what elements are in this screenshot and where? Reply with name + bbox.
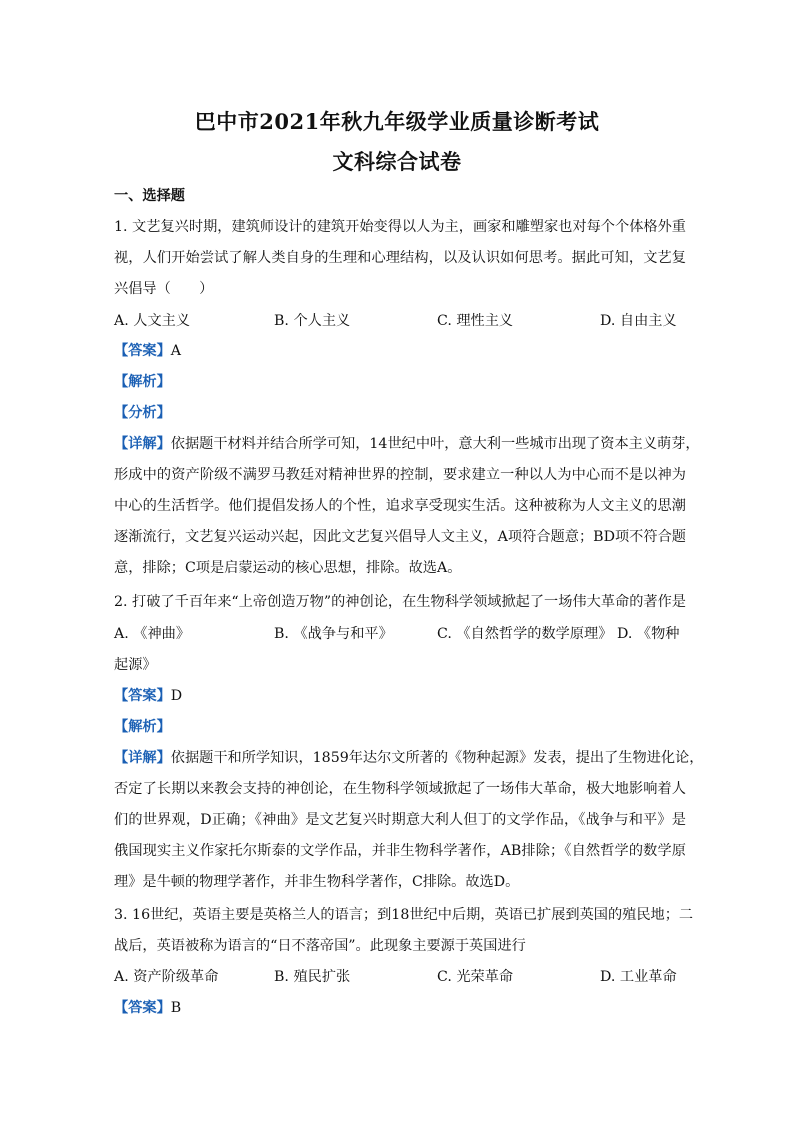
answer-value: A xyxy=(170,343,182,359)
q2-option-d: D. 《物种 xyxy=(617,626,680,642)
q1-detail-line: 中心的生活哲学。他们提倡发扬人的个性，追求享受现实生活。这种被称为人文主义的思潮 xyxy=(114,498,686,514)
q2-detail-line: 们的世界观，D正确；《神曲》是文艺复兴时期意大利人但丁的文学作品，《战争与和平》是 xyxy=(114,812,686,828)
q2-stem: 2. 打破了千百年来“上帝创造万物”的神创论，在生物科学领域掀起了一场伟大革命的著作是 xyxy=(114,594,686,610)
section-heading: 一、选择题 xyxy=(114,188,185,204)
q3-option-c: C. 光荣革命 xyxy=(437,969,514,985)
q1-answer xyxy=(114,341,686,361)
q3-option-a: A. 资产阶级革命 xyxy=(114,969,219,985)
q1-option-c: C. 理性主义 xyxy=(437,313,514,329)
q3-stem-line: 3. 16世纪，英语主要是英格兰人的语言；到18世纪中后期，英语已扩展到英国的殖民地；二 xyxy=(114,907,694,923)
q1-option-b: B. 个人主义 xyxy=(274,313,351,329)
q1-option-a: A. 人文主义 xyxy=(114,313,191,329)
answer-tag: 【答案】 xyxy=(114,1000,171,1016)
q2-answer xyxy=(114,686,686,706)
q2-option-c: C. 《自然哲学的数学原理》 xyxy=(437,626,613,642)
q2-detail-line xyxy=(114,748,704,768)
q1-option-d: D. 自由主义 xyxy=(600,313,677,329)
answer-tag: 【答案】 xyxy=(114,343,171,359)
q2-detail-line: 否定了长期以来教会支持的神创论，在生物科学领域掀起了一场伟大革命，极大地影响着人 xyxy=(114,781,686,797)
analysis-tag: 【解析】 xyxy=(114,719,171,735)
exam-subtitle: 文科综合试卷 xyxy=(332,149,462,174)
q1-detail-line: 意，排除；C项是启蒙运动的核心思想，排除。故选A。 xyxy=(114,560,462,576)
q3-option-d: D. 工业革命 xyxy=(600,969,677,985)
exam-title: 巴中市2021年秋九年级学业质量诊断考试 xyxy=(194,109,600,134)
q2-detail-line: 理》是牛顿的物理学著作，并非生物科学著作，C排除。故选D。 xyxy=(114,874,520,890)
q3-stem-line: 战后，英语被称为语言的“日不落帝国”。此现象主要源于英国进行 xyxy=(114,938,526,954)
q1-detail-line: 形成中的资产阶级不满罗马教廷对精神世界的控制，要求建立一种以人为中心而不是以神为 xyxy=(114,467,686,483)
q1-fenxi xyxy=(114,403,686,423)
q1-analysis xyxy=(114,372,686,392)
detail-tag: 【详解】 xyxy=(114,436,171,452)
answer-value: B xyxy=(170,1000,182,1016)
q1-stem-line: 视，人们开始尝试了解人类自身的生理和心理结构，以及认识如何思考。据此可知，文艺复 xyxy=(114,250,686,266)
q2-detail-line: 俄国现实主义作家托尔斯泰的文学作品，并非生物科学著作，AB排除；《自然哲学的数学原 xyxy=(114,843,686,859)
detail-text: 依据题干材料并结合所学可知，14世纪中叶，意大利一些城市出现了资本主义萌芽， xyxy=(170,436,700,452)
detail-text: 依据题干和所学知识，1859年达尔文所著的《物种起源》发表，提出了生物进化论， xyxy=(170,750,704,766)
q1-detail-line: 逐渐流行，文艺复兴运动兴起，因此文艺复兴倡导人文主义，A项符合题意；BD项不符合题 xyxy=(114,529,686,545)
q1-detail-line xyxy=(114,434,700,454)
answer-tag: 【答案】 xyxy=(114,688,171,704)
q2-option-d-cont: 起源》 xyxy=(114,657,157,673)
fenxi-tag: 【分析】 xyxy=(114,405,171,421)
q2-option-a: A. 《神曲》 xyxy=(114,626,191,642)
q2-option-b: B. 《战争与和平》 xyxy=(274,626,393,642)
q2-analysis xyxy=(114,717,686,737)
q3-answer xyxy=(114,998,686,1018)
answer-value: D xyxy=(170,688,183,704)
q3-option-b: B. 殖民扩张 xyxy=(274,969,351,985)
q1-stem-line: 1. 文艺复兴时期，建筑师设计的建筑开始变得以人为主，画家和雕塑家也对每个个体格外重 xyxy=(114,219,686,235)
analysis-tag: 【解析】 xyxy=(114,374,171,390)
q1-stem-line: 兴倡导（ ） xyxy=(114,281,214,297)
detail-tag: 【详解】 xyxy=(114,750,171,766)
